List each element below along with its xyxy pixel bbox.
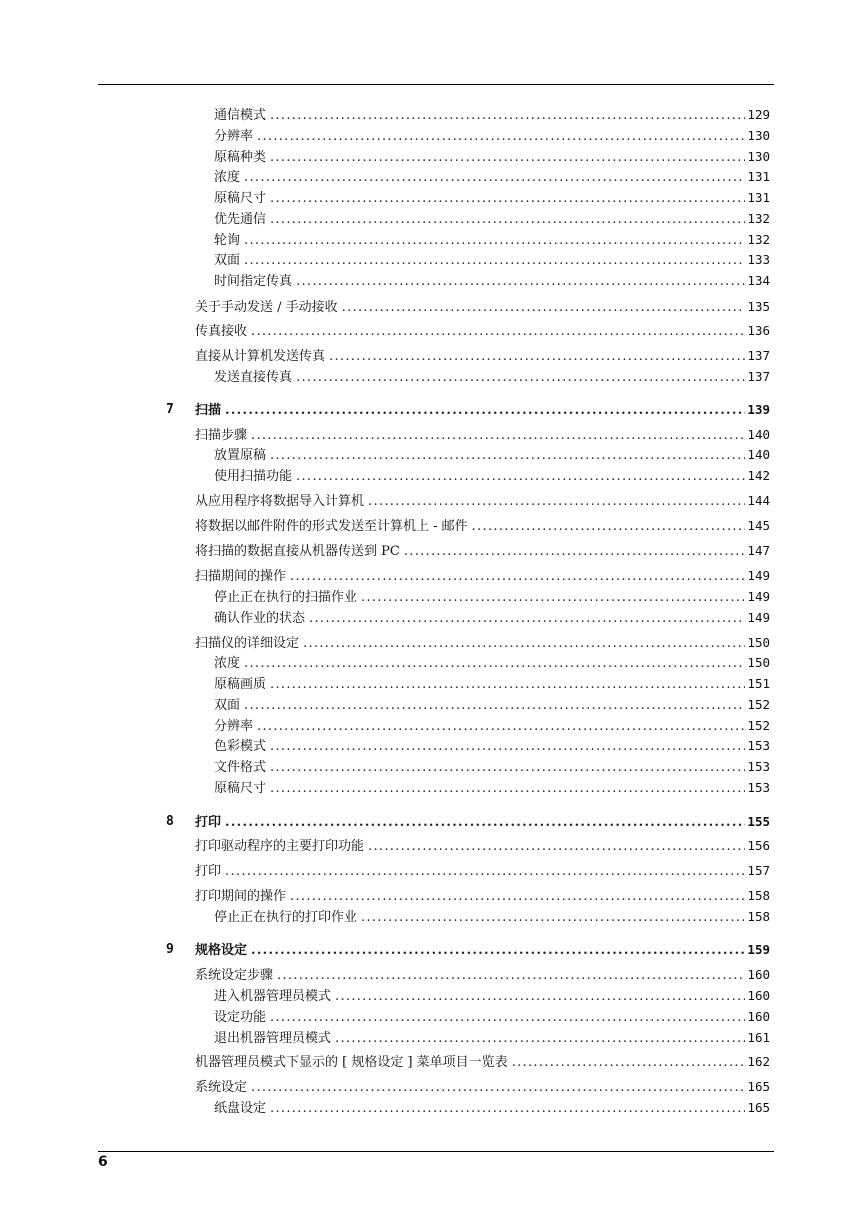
toc-entry-page: 156: [747, 838, 770, 853]
toc-subsection-entry[interactable]: [214, 251, 770, 268]
dot-leader: [270, 1009, 745, 1025]
toc-subsection-entry[interactable]: [214, 1099, 770, 1116]
toc-entry-page: 150: [747, 655, 770, 670]
toc-entry-page: 165: [747, 1100, 770, 1115]
footer-rule: [98, 1151, 774, 1152]
dot-leader: [270, 107, 745, 123]
toc-subsection-entry[interactable]: [214, 210, 770, 227]
toc-section-entry[interactable]: [195, 634, 770, 651]
toc-entry-label: 发送直接传真: [214, 370, 293, 385]
toc-subsection-entry[interactable]: [214, 609, 770, 626]
toc-entry-label: 停止正在执行的打印作业: [214, 910, 358, 925]
toc-entry-label: 原稿尺寸: [214, 781, 267, 796]
dot-leader: [270, 738, 745, 754]
dot-leader: [225, 863, 745, 879]
toc-entry-page: 153: [747, 759, 770, 774]
toc-subsection-entry[interactable]: [214, 654, 770, 671]
toc-entry-page: 160: [747, 988, 770, 1003]
toc-section-entry[interactable]: [195, 862, 770, 879]
toc-entry-page: 165: [747, 1079, 770, 1094]
dot-leader: [244, 232, 745, 248]
toc-section-entry[interactable]: [195, 322, 770, 339]
toc-section-entry[interactable]: [195, 1053, 770, 1070]
toc-section-entry[interactable]: [195, 298, 770, 315]
toc-subsection-entry[interactable]: [214, 467, 770, 484]
toc-subsection-entry[interactable]: [214, 446, 770, 463]
toc-entry-label: 轮询: [214, 233, 241, 248]
dot-leader: [277, 967, 745, 983]
toc-entry-label: 扫描步骤: [195, 428, 248, 443]
toc-chapter-entry[interactable]: [195, 813, 770, 830]
toc-entry-page: 139: [747, 402, 770, 417]
toc-entry-label: 色彩模式: [214, 739, 267, 754]
toc-entry-label: 原稿画质: [214, 677, 267, 692]
dot-leader: [244, 655, 745, 671]
dot-leader: [290, 888, 745, 904]
toc-subsection-entry[interactable]: [214, 758, 770, 775]
toc-entry-page: 135: [747, 299, 770, 314]
toc-subsection-entry[interactable]: [214, 675, 770, 692]
toc-entry-page: 131: [747, 190, 770, 205]
toc-entry-page: 152: [747, 697, 770, 712]
toc-entry-label: 打印驱动程序的主要打印功能: [195, 839, 365, 854]
toc-entry-page: 142: [747, 468, 770, 483]
dot-leader: [251, 323, 745, 339]
toc-entry-page: 134: [747, 273, 770, 288]
toc-subsection-entry[interactable]: [214, 717, 770, 734]
toc-entry-page: 160: [747, 967, 770, 982]
toc-entry-label: 将数据以邮件附件的形式发送至计算机上 - 邮件: [195, 519, 468, 534]
toc-subsection-entry[interactable]: [214, 737, 770, 754]
toc-entry-label: 设定功能: [214, 1010, 267, 1025]
toc-subsection-entry[interactable]: [214, 779, 770, 796]
toc-subsection-entry[interactable]: [214, 908, 770, 925]
toc-entry-label: 系统设定步骤: [195, 968, 274, 983]
toc-entry-label: 系统设定: [195, 1080, 248, 1095]
dot-leader: [335, 988, 745, 1004]
toc-entry-label: 打印期间的操作: [195, 889, 287, 904]
toc-subsection-entry[interactable]: [214, 987, 770, 1004]
dot-leader: [404, 543, 746, 559]
toc-entry-label: 规格设定: [195, 943, 248, 958]
toc-entry-page: 140: [747, 427, 770, 442]
toc-entry-label: 文件格式: [214, 760, 267, 775]
toc-chapter-entry[interactable]: [195, 941, 770, 958]
toc-entry-label: 纸盘设定: [214, 1101, 267, 1116]
toc-entry-page: 144: [747, 493, 770, 508]
toc-entry-label: 直接从计算机发送传真: [195, 349, 326, 364]
toc-entry-page: 147: [747, 543, 770, 558]
toc-entry-label: 进入机器管理员模式: [214, 989, 332, 1004]
toc-entry-page: 130: [747, 128, 770, 143]
toc-entry-page: 158: [747, 909, 770, 924]
toc-entry-label: 分辨率: [214, 129, 254, 144]
toc-entry-label: 关于手动发送 / 手动接收: [195, 300, 338, 315]
toc-entry-label: 将扫描的数据直接从机器传送到 PC: [195, 544, 400, 559]
toc-subsection-entry[interactable]: [214, 696, 770, 713]
toc-subsection-entry[interactable]: [214, 127, 770, 144]
dot-leader: [512, 1054, 746, 1070]
toc-entry-page: 129: [747, 107, 770, 122]
toc-section-entry[interactable]: [195, 837, 770, 854]
page-number: 6: [98, 1154, 108, 1170]
toc-entry-label: 从应用程序将数据导入计算机: [195, 494, 365, 509]
dot-leader: [257, 718, 745, 734]
toc-entry-label: 扫描期间的操作: [195, 569, 287, 584]
dot-leader: [335, 1030, 745, 1046]
dot-leader: [342, 299, 746, 315]
toc-entry-page: 159: [747, 942, 770, 957]
toc-entry-label: 机器管理员模式下显示的 [ 规格设定 ] 菜单项目一览表: [195, 1055, 508, 1070]
toc-entry-page: 137: [747, 348, 770, 363]
toc-entry-page: 132: [747, 232, 770, 247]
toc-section-entry[interactable]: [195, 347, 770, 364]
toc-entry-label: 确认作业的状态: [214, 611, 306, 626]
toc-subsection-entry[interactable]: [214, 588, 770, 605]
dot-leader: [244, 252, 745, 268]
toc-subsection-entry[interactable]: [214, 272, 770, 289]
dot-leader: [270, 759, 745, 775]
toc-entry-label: 传真接收: [195, 324, 248, 339]
toc-entry-label: 扫描: [195, 403, 222, 418]
toc-entry-label: 优先通信: [214, 212, 267, 227]
toc-entry-label: 扫描仪的详细设定: [195, 636, 300, 651]
toc-entry-page: 161: [747, 1030, 770, 1045]
toc-subsection-entry[interactable]: [214, 148, 770, 165]
dot-leader: [270, 190, 745, 206]
toc-entry-label: 打印: [195, 815, 222, 830]
toc-entry-page: 160: [747, 1009, 770, 1024]
chapter-number: 9: [166, 942, 174, 957]
toc-entry-label: 停止正在执行的扫描作业: [214, 590, 358, 605]
toc-section-entry[interactable]: [195, 426, 770, 443]
toc-subsection-entry[interactable]: [214, 231, 770, 248]
toc-section-entry[interactable]: [195, 966, 770, 983]
dot-leader: [296, 369, 745, 385]
chapter-number: 7: [166, 402, 174, 417]
toc-entry-page: 149: [747, 610, 770, 625]
toc-entry-page: 153: [747, 780, 770, 795]
toc-entry-label: 打印: [195, 864, 222, 879]
toc-entry-label: 通信模式: [214, 108, 267, 123]
dot-leader: [244, 169, 745, 185]
toc-entry-label: 退出机器管理员模式: [214, 1031, 332, 1046]
toc-entry-page: 145: [747, 518, 770, 533]
toc-entry-label: 原稿种类: [214, 150, 267, 165]
toc-entry-page: 153: [747, 738, 770, 753]
toc-entry-page: 133: [747, 252, 770, 267]
toc-entry-page: 152: [747, 718, 770, 733]
toc-subsection-entry[interactable]: [214, 106, 770, 123]
toc-entry-page: 131: [747, 169, 770, 184]
toc-entry-page: 140: [747, 447, 770, 462]
toc-entry-page: 137: [747, 369, 770, 384]
toc-entry-page: 149: [747, 568, 770, 583]
toc-entry-page: 158: [747, 888, 770, 903]
toc-subsection-entry[interactable]: [214, 1029, 770, 1046]
toc-section-entry[interactable]: [195, 887, 770, 904]
dot-leader: [296, 468, 745, 484]
dot-leader: [296, 273, 745, 289]
toc-subsection-entry[interactable]: [214, 368, 770, 385]
toc-subsection-entry[interactable]: [214, 168, 770, 185]
toc-entry-label: 原稿尺寸: [214, 191, 267, 206]
dot-leader: [225, 814, 745, 830]
toc-section-entry[interactable]: [195, 492, 770, 509]
toc-entry-label: 放置原稿: [214, 448, 267, 463]
toc-entry-page: 150: [747, 635, 770, 650]
toc-entry-page: 132: [747, 211, 770, 226]
dot-leader: [270, 447, 745, 463]
toc-entry-label: 双面: [214, 698, 241, 713]
dot-leader: [309, 610, 745, 626]
toc-chapter-entry[interactable]: [195, 401, 770, 418]
toc-entry-page: 155: [747, 814, 770, 829]
toc-section-entry[interactable]: [195, 542, 770, 559]
toc-entry-label: 浓度: [214, 170, 241, 185]
dot-leader: [257, 128, 745, 144]
toc-entry-label: 浓度: [214, 656, 241, 671]
toc-entry-page: 162: [747, 1054, 770, 1069]
dot-leader: [290, 568, 745, 584]
toc-entry-page: 130: [747, 149, 770, 164]
toc-entry-label: 双面: [214, 253, 241, 268]
toc-entry-page: 151: [747, 676, 770, 691]
toc-entry-page: 157: [747, 863, 770, 878]
toc-entry-label: 分辨率: [214, 719, 254, 734]
dot-leader: [270, 780, 745, 796]
dot-leader: [368, 838, 745, 854]
dot-leader: [329, 348, 745, 364]
toc-entry-label: 使用扫描功能: [214, 469, 293, 484]
dot-leader: [303, 635, 745, 651]
toc-section-entry[interactable]: [195, 567, 770, 584]
toc-entry-label: 时间指定传真: [214, 274, 293, 289]
dot-leader: [270, 211, 745, 227]
dot-leader: [472, 518, 746, 534]
toc-entry-page: 136: [747, 323, 770, 338]
chapter-number: 8: [166, 814, 174, 829]
dot-leader: [225, 402, 745, 418]
dot-leader: [270, 1100, 745, 1116]
dot-leader: [251, 1079, 745, 1095]
dot-leader: [251, 942, 745, 958]
dot-leader: [368, 493, 745, 509]
dot-leader: [244, 697, 745, 713]
dot-leader: [270, 676, 745, 692]
toc-subsection-entry[interactable]: [214, 189, 770, 206]
toc-subsection-entry[interactable]: [214, 1008, 770, 1025]
dot-leader: [270, 149, 745, 165]
dot-leader: [361, 909, 745, 925]
dot-leader: [361, 589, 745, 605]
toc-section-entry[interactable]: [195, 1078, 770, 1095]
toc-section-entry[interactable]: [195, 517, 770, 534]
toc-entry-page: 149: [747, 589, 770, 604]
dot-leader: [251, 427, 745, 443]
